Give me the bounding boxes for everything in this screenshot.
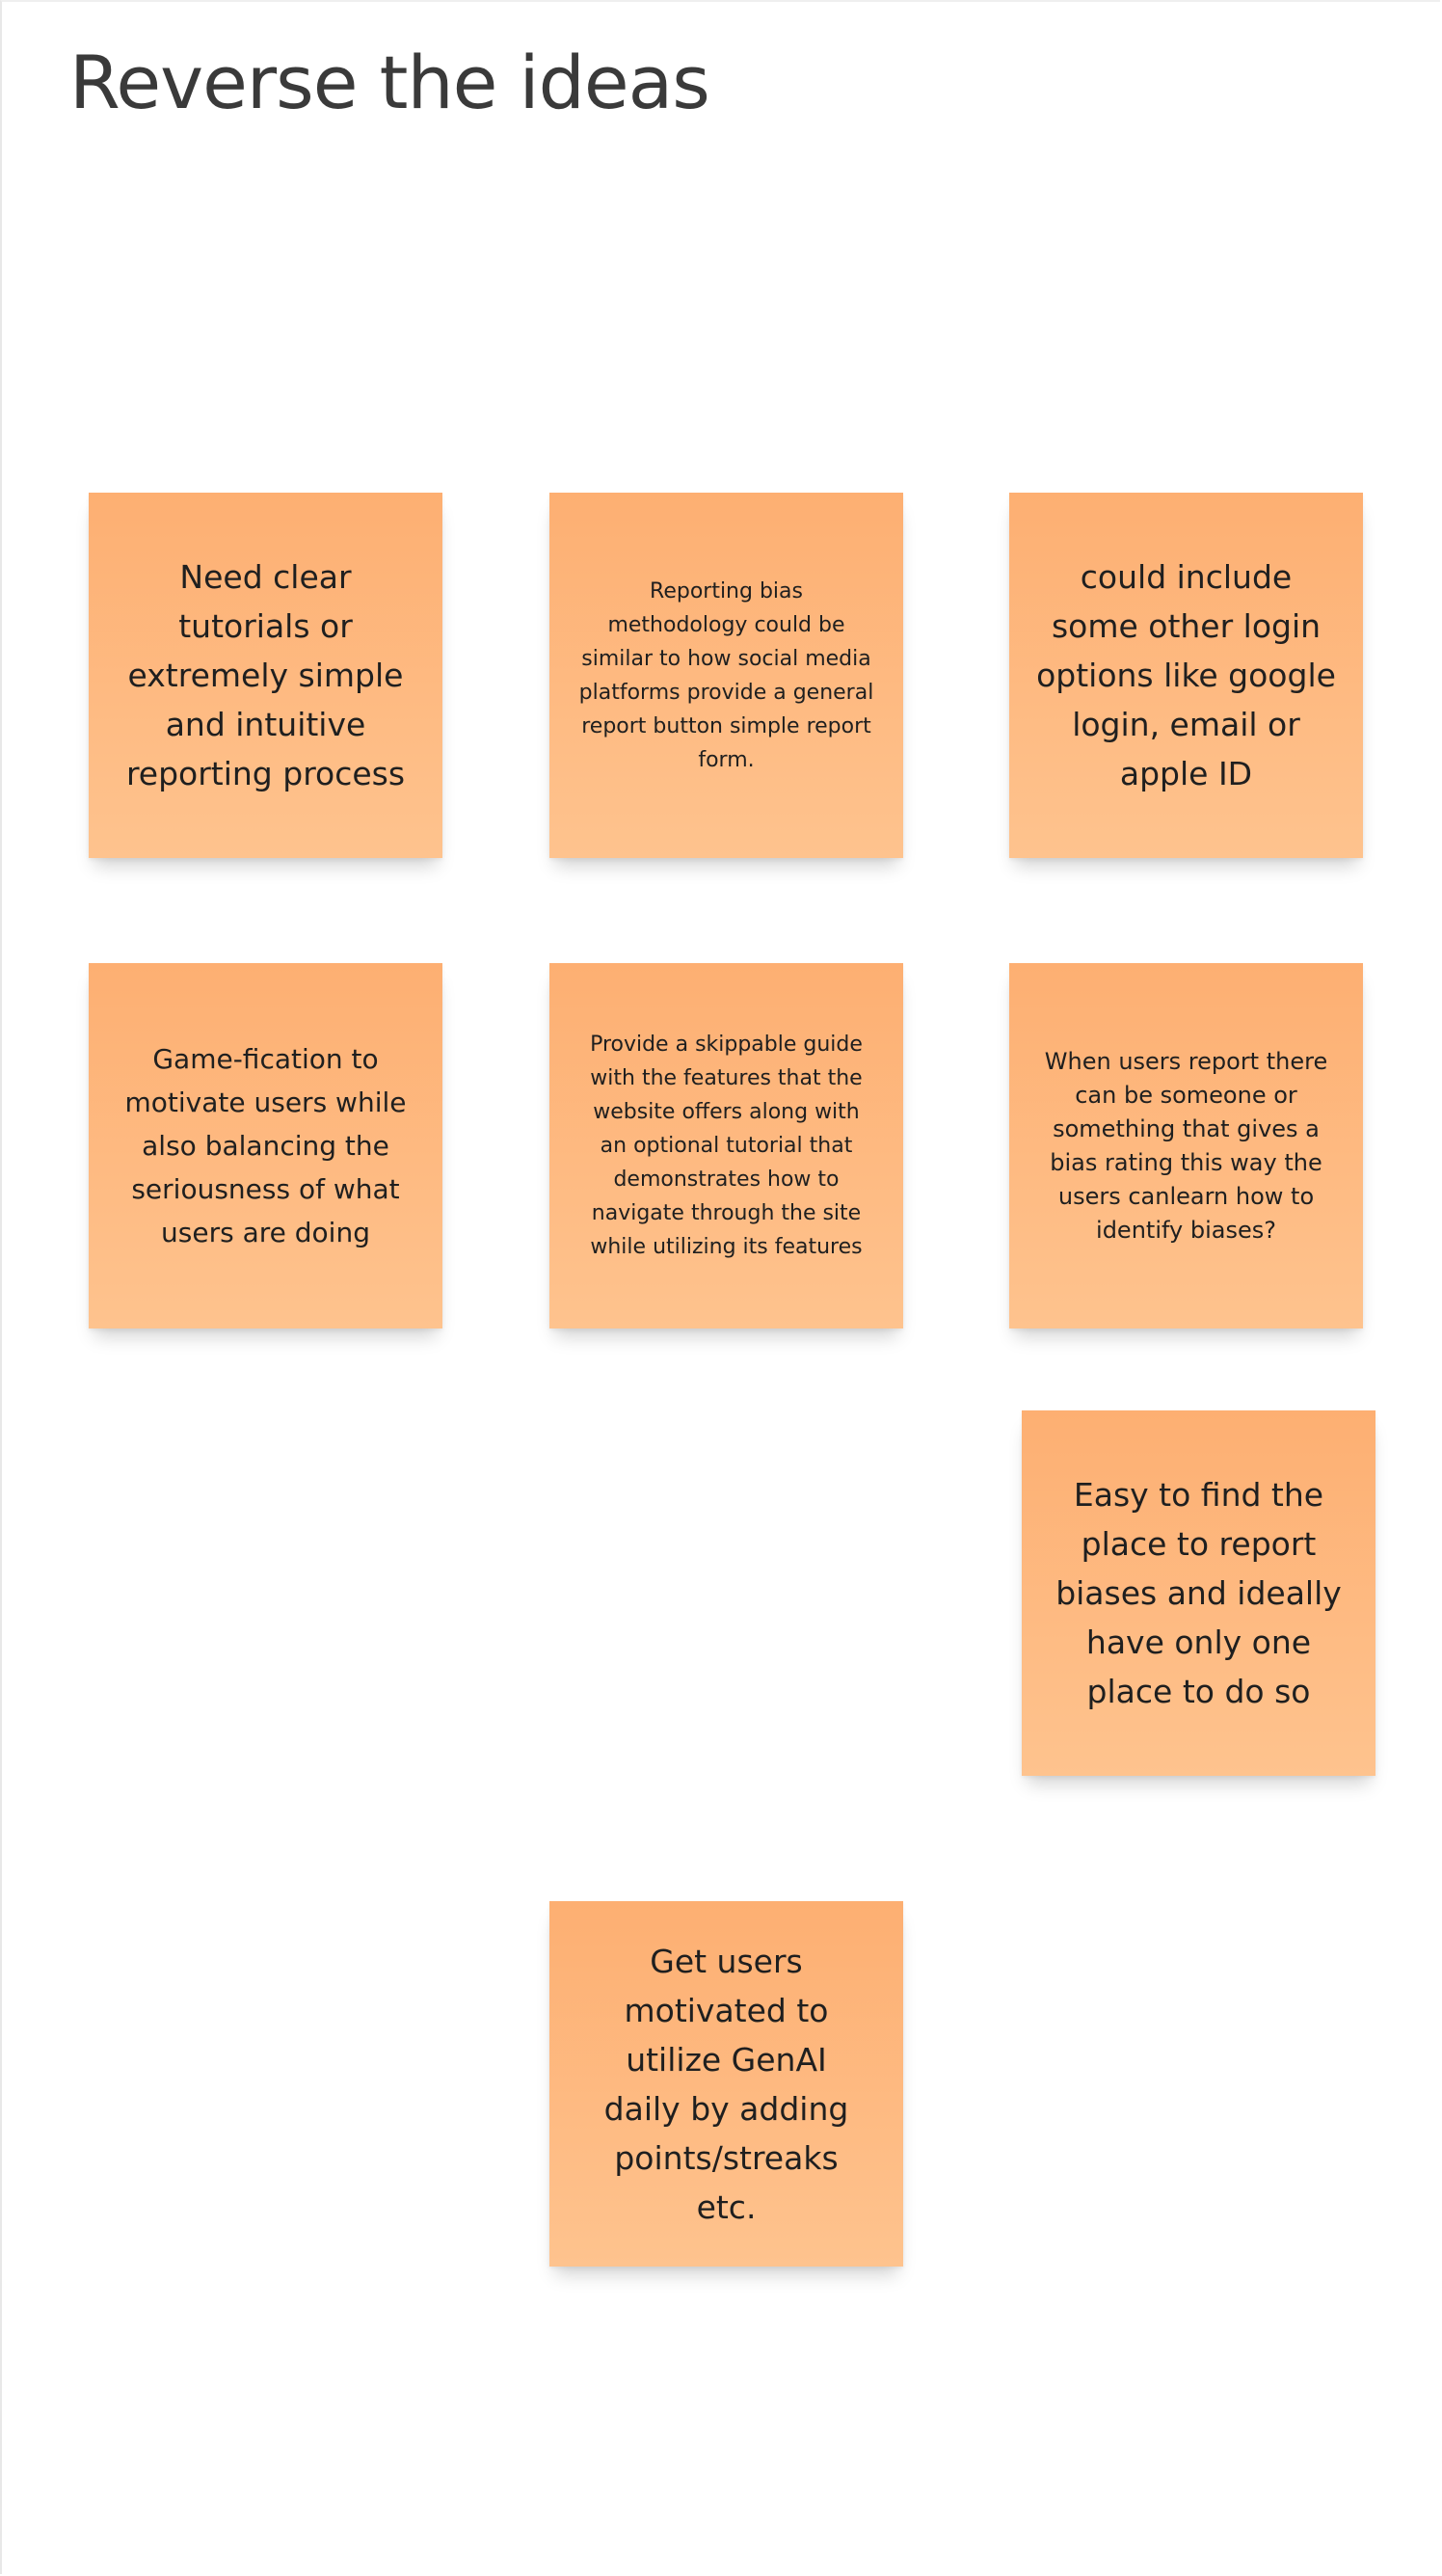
sticky-note[interactable] [1009, 963, 1363, 1328]
sticky-note[interactable] [549, 963, 903, 1328]
sticky-note-text: Easy to find the place to report biases and ideally have only one place to do so [1055, 1476, 1342, 1710]
sticky-note[interactable] [1009, 493, 1363, 858]
sticky-note[interactable] [1022, 1410, 1375, 1776]
sticky-note[interactable] [549, 493, 903, 858]
sticky-note-text: could include some other login options like google login, email or apple ID [1036, 558, 1336, 792]
sticky-note-text: Game-fication to motivate users while also balancing the seriousness of what users are doing [124, 1043, 407, 1248]
sticky-note[interactable] [549, 1901, 903, 2267]
sticky-note-text: Provide a skippable guide with the features that the website offers along with an optional tutorial that demonstrates how to navigate through the site while utilizing its features [590, 1033, 863, 1259]
sticky-note[interactable] [89, 493, 442, 858]
sticky-note[interactable] [89, 963, 442, 1328]
sticky-note-text: Need clear tutorials or extremely simple and intuitive reporting process [125, 558, 406, 792]
sticky-note-text: Reporting bias methodology could be similar to how social media platforms provide a general report button simple report form. [578, 578, 874, 772]
sticky-note-text: When users report there can be someone or something that gives a bias rating this way the users canlearn how to identify biases? [1044, 1047, 1328, 1244]
sticky-note-text: Get users motivated to utilize GenAI daily by adding points/streaks etc. [603, 1942, 849, 2226]
board-title: Reverse the ideas [69, 40, 709, 125]
